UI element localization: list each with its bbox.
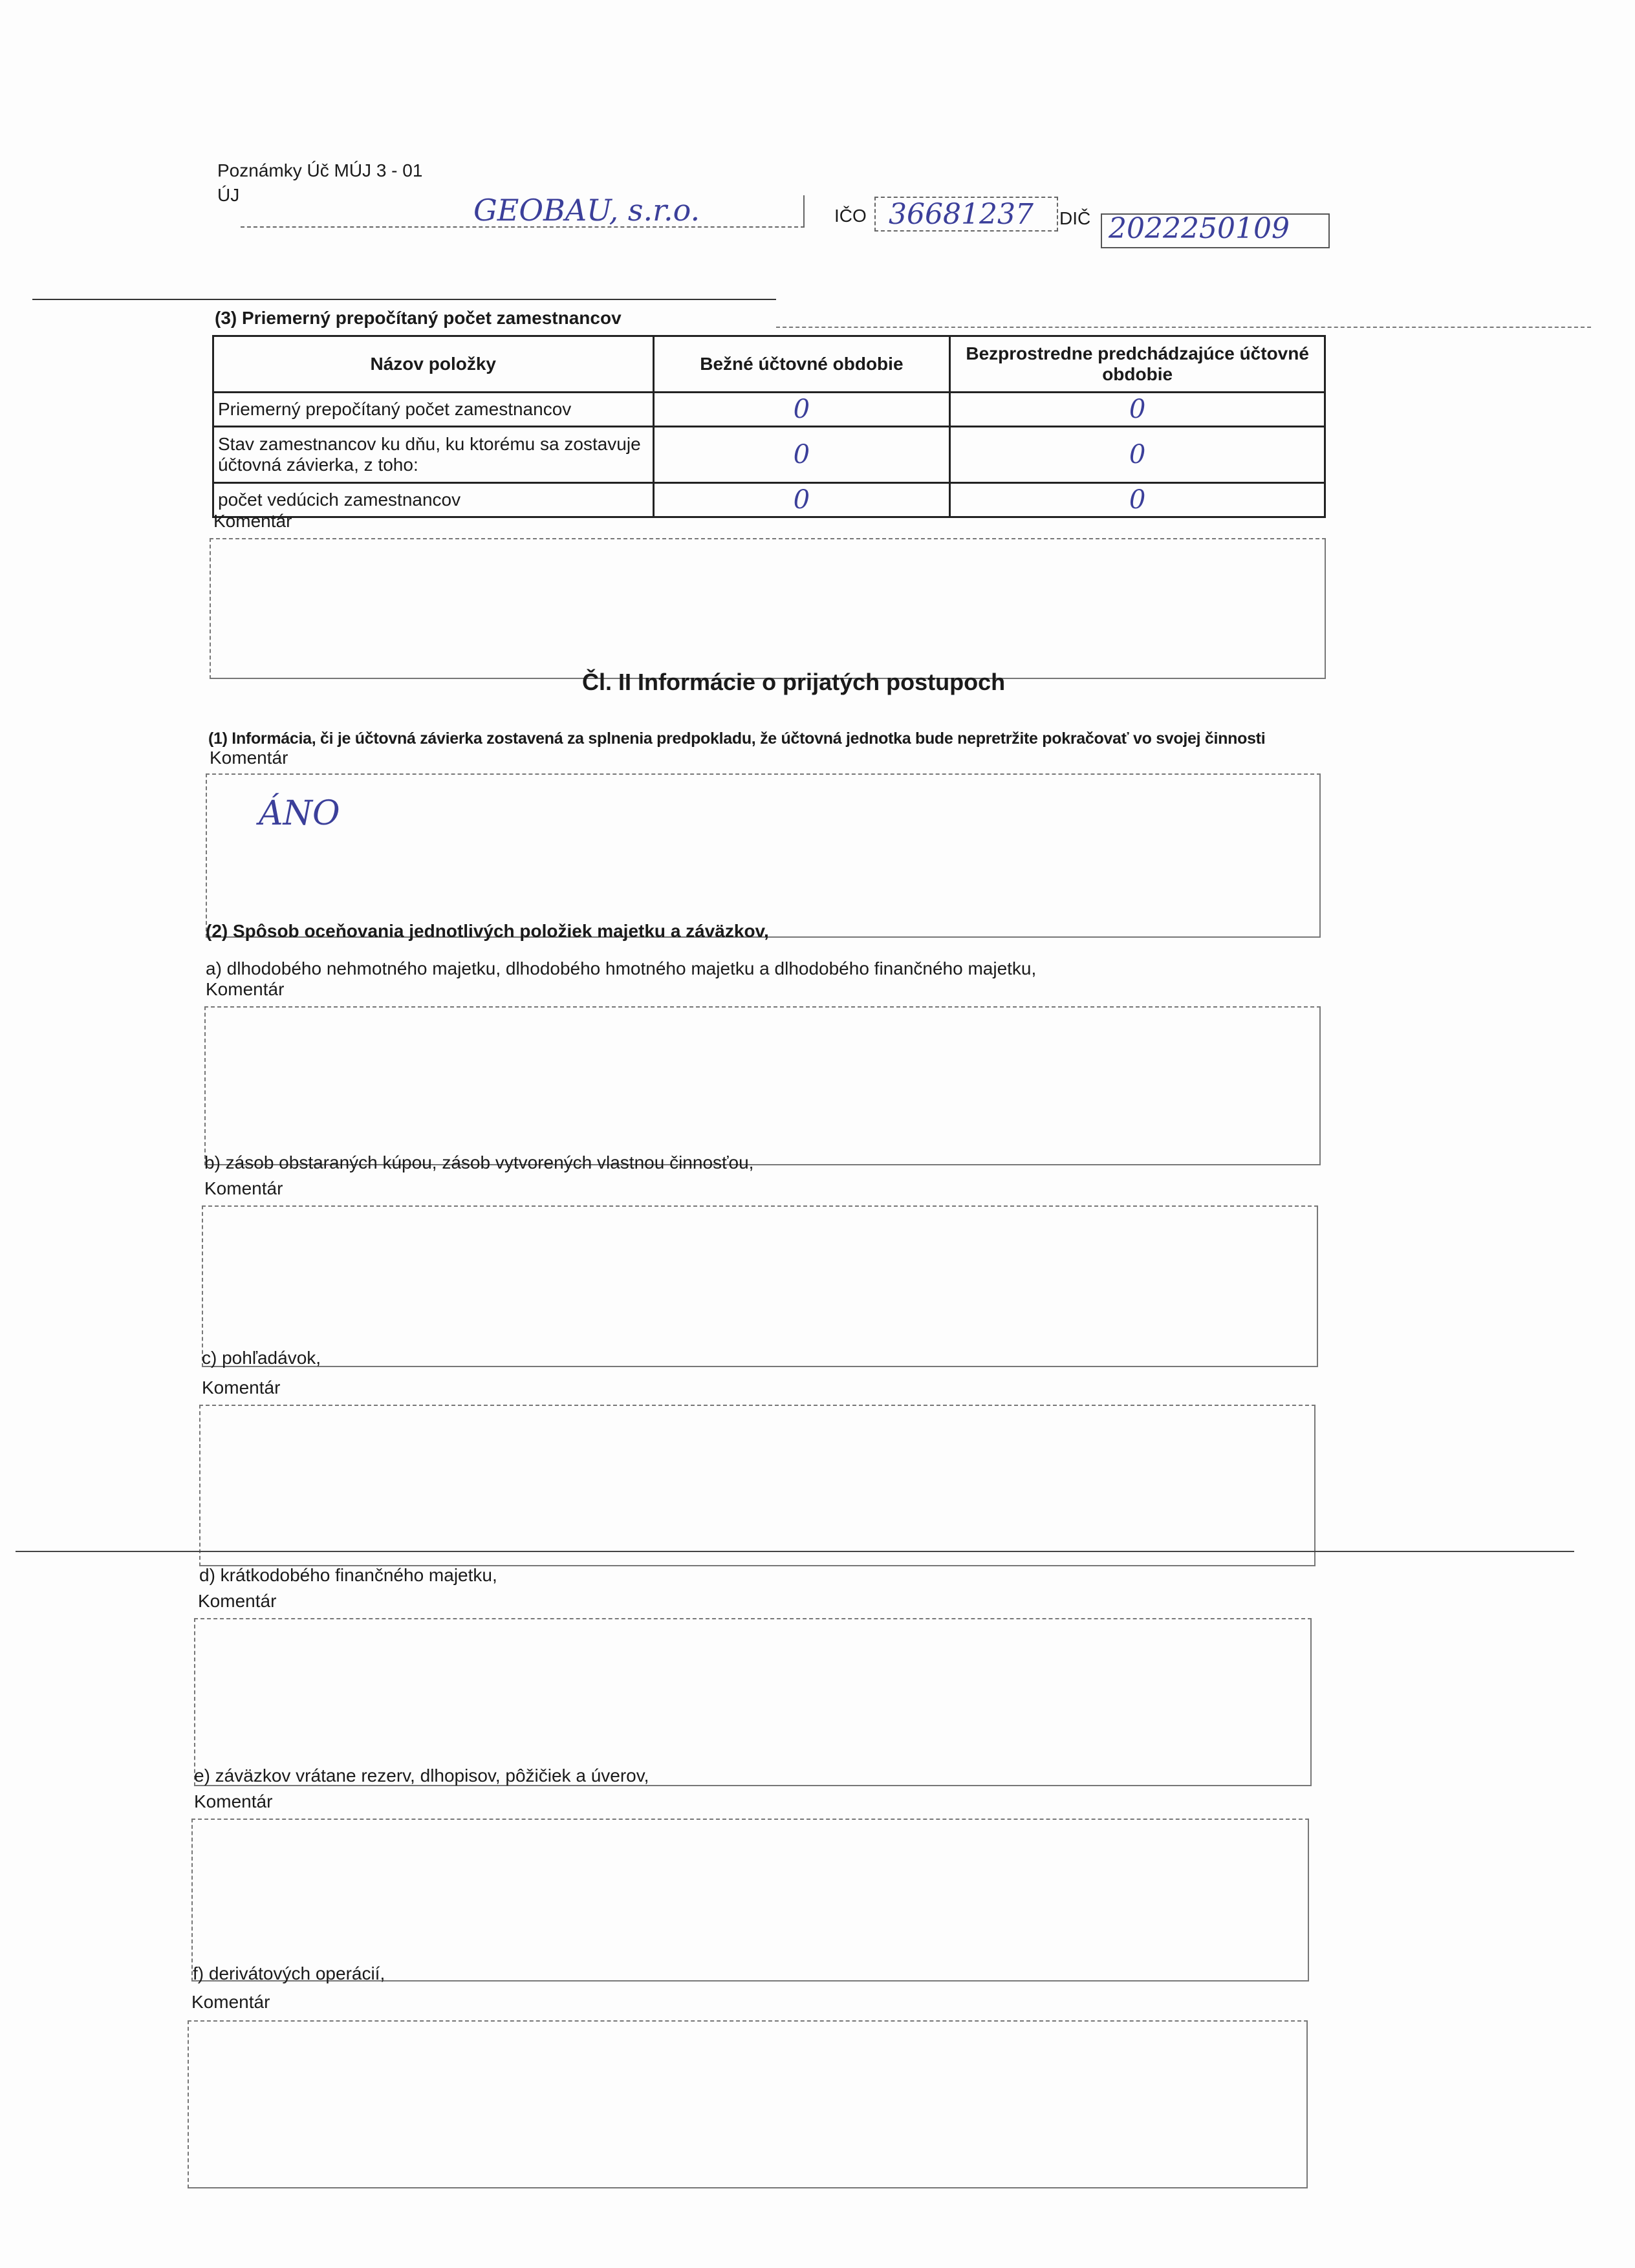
table-header-row	[213, 336, 1325, 393]
dic-field[interactable]	[1101, 213, 1330, 248]
uj-value: GEOBAU, s.r.o.	[473, 193, 700, 228]
table-row	[213, 393, 1325, 427]
dic-label: DIČ	[1059, 208, 1091, 228]
item2a-text: a) dlhodobého nehmotného majetku, dlhodobého hmotného majetku a dlhodobého finančného majetku,	[206, 958, 1037, 978]
divider-line	[16, 1551, 1574, 1552]
item2e-comment-label: Komentár	[194, 1791, 273, 1811]
item2d-text: d) krátkodobého finančného majetku,	[199, 1565, 497, 1585]
item2d-comment-label: Komentár	[198, 1591, 277, 1611]
row-label: počet vedúcich zamestnancov	[213, 483, 654, 517]
row-previous-value[interactable]: 0	[950, 427, 1325, 483]
section3-comment-box[interactable]	[210, 538, 1326, 679]
employee-table	[212, 335, 1326, 518]
item2-title: (2) Spôsob oceňovania jednotlivých položiek majetku a záväzkov,	[206, 921, 769, 941]
item2f-text: f) derivátových operácií,	[193, 1963, 385, 1983]
row-previous-value[interactable]: 0	[950, 483, 1325, 517]
item2c-comment-box[interactable]	[199, 1405, 1316, 1566]
row-label: Priemerný prepočítaný počet zamestnancov	[213, 393, 654, 427]
divider-line	[32, 299, 776, 300]
dic-value: 2022250109	[1109, 212, 1290, 245]
ico-value: 36681237	[889, 198, 1034, 231]
item2f-comment-box[interactable]	[188, 2020, 1308, 2188]
item2d-comment-box[interactable]	[194, 1618, 1312, 1786]
item2b-text: b) zásob obstaraných kúpou, zásob vytvorených vlastnou činnosťou,	[204, 1152, 754, 1172]
item2f-comment-label: Komentár	[191, 1992, 270, 2012]
item1-comment-box[interactable]	[206, 773, 1321, 938]
row-current-value[interactable]: 0	[653, 483, 950, 517]
item2a-comment-box[interactable]	[204, 1006, 1321, 1165]
article2-title: Čl. II Informácie o prijatých postupoch	[582, 669, 1006, 695]
ico-field[interactable]	[874, 197, 1058, 232]
item2c-comment-label: Komentár	[202, 1377, 281, 1398]
uj-label: ÚJ	[217, 185, 240, 205]
section3-title: (3) Priemerný prepočítaný počet zamestnancov	[215, 308, 622, 328]
item2e-comment-box[interactable]	[191, 1819, 1309, 1982]
divider-line-dashed	[776, 327, 1591, 328]
item2b-comment-box[interactable]	[202, 1205, 1318, 1367]
table-row	[213, 427, 1325, 483]
row-previous-value[interactable]: 0	[950, 393, 1325, 427]
form-title: Poznámky Úč MÚJ 3 - 01	[217, 160, 423, 180]
row-current-value[interactable]: 0	[653, 427, 950, 483]
item2e-text: e) záväzkov vrátane rezerv, dlhopisov, pôžičiek a úverov,	[194, 1766, 649, 1786]
item2b-comment-label: Komentár	[204, 1178, 283, 1198]
col-header-name: Názov položky	[213, 336, 654, 393]
row-current-value[interactable]: 0	[653, 393, 950, 427]
col-header-previous: Bezprostredne predchádzajúce účtovné obdobie	[950, 336, 1325, 393]
row-label: Stav zamestnancov ku dňu, ku ktorému sa zostavuje účtovná závierka, z toho:	[213, 427, 654, 483]
ico-label: IČO	[834, 206, 867, 226]
table-row	[213, 483, 1325, 517]
section3-comment-label: Komentár	[213, 511, 292, 531]
item1-answer: ÁNO	[259, 794, 340, 833]
uj-field[interactable]	[241, 195, 805, 228]
col-header-current: Bežné účtovné obdobie	[653, 336, 950, 393]
item2a-comment-label: Komentár	[206, 979, 285, 999]
item1-comment-label: Komentár	[210, 748, 288, 768]
item2c-text: c) pohľadávok,	[202, 1348, 321, 1368]
item1-text: (1) Informácia, či je účtovná závierka zostavená za splnenia predpokladu, že účtovná jednotka bude nepretržite pokračovať vo svojej činnosti	[208, 729, 1266, 748]
